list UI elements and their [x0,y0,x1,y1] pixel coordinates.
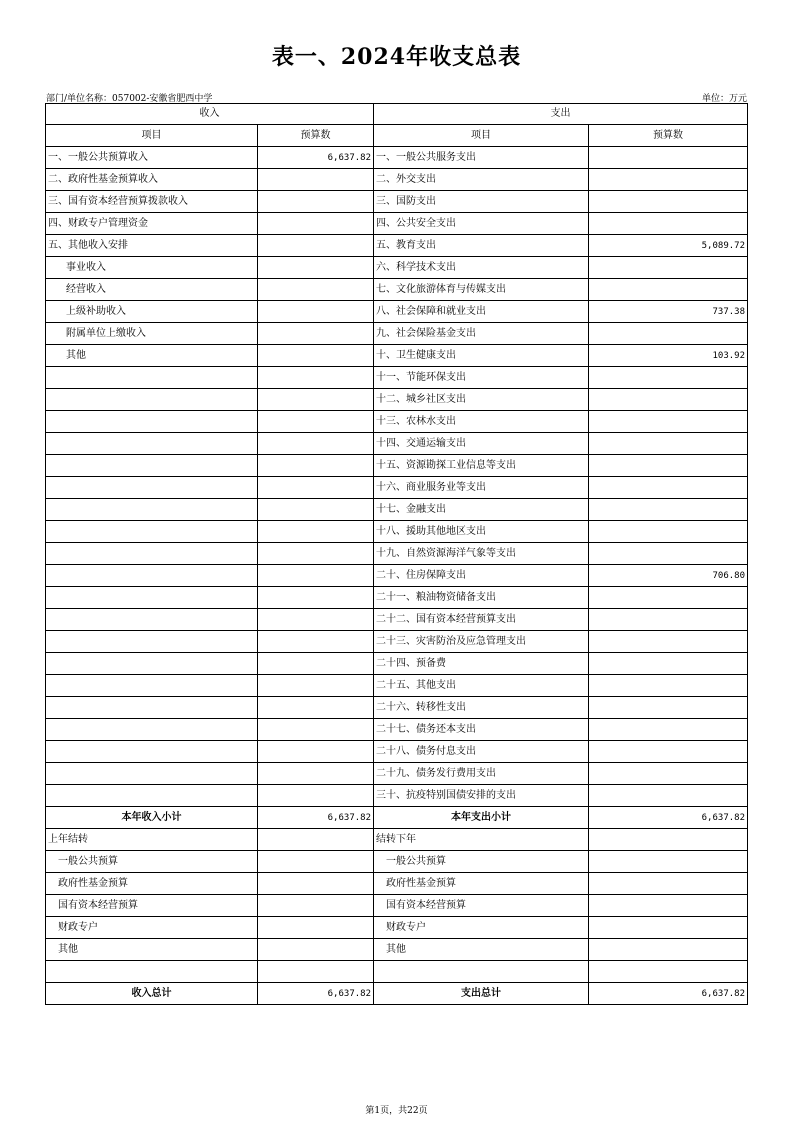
income-budget-value [258,169,374,191]
income-item [46,631,258,653]
income-item: 五、其他收入安排 [46,235,258,257]
carryover-expense-item: 结转下年 [374,829,589,851]
expense-item: 二十五、其他支出 [374,675,589,697]
expense-item: 十二、城乡社区支出 [374,389,589,411]
table-row [46,367,748,389]
expense-item: 十一、节能环保支出 [374,367,589,389]
income-header: 收入 [46,104,374,125]
income-item: 上级补助收入 [46,301,258,323]
carryover-row [46,829,748,851]
income-item: 事业收入 [46,257,258,279]
expense-budget-value: 737.38 [589,301,748,323]
income-item: 其他 [46,345,258,367]
expense-budget-value [589,147,748,169]
income-budget-value [258,257,374,279]
expense-budget-value [589,697,748,719]
unit-label: 单位：万元 [701,94,747,104]
income-budget-value [258,719,374,741]
expense-budget-value [589,433,748,455]
carryover-expense-item: 政府性基金预算 [374,873,589,895]
expense-budget-value [589,763,748,785]
table-row [46,169,748,191]
income-budget-value [258,763,374,785]
carryover-expense-value [589,829,748,851]
expense-budget-value: 5,089.72 [589,235,748,257]
table-row [46,433,748,455]
income-item [46,697,258,719]
carryover-row [46,939,748,961]
income-item [46,455,258,477]
table-row [46,191,748,213]
budget-summary-table [45,103,748,1005]
table-row [46,543,748,565]
income-budget-value [258,455,374,477]
income-item [46,389,258,411]
table-row [46,587,748,609]
income-budget-value [258,741,374,763]
carryover-expense-item [374,961,589,983]
income-subtotal-value: 6,637.82 [258,807,374,829]
page-title: 表一、2024年收支总表 [271,44,522,70]
income-item [46,433,258,455]
income-budget-value [258,279,374,301]
table-row [46,477,748,499]
expense-item: 二十八、债务付息支出 [374,741,589,763]
income-item [46,499,258,521]
expense-budget-value [589,411,748,433]
expense-item: 一、一般公共服务支出 [374,147,589,169]
income-budget-value [258,323,374,345]
expense-budget-value [589,521,748,543]
carryover-expense-item: 国有资本经营预算 [374,895,589,917]
table-row [46,631,748,653]
carryover-expense-value [589,961,748,983]
expense-item: 八、社会保障和就业支出 [374,301,589,323]
section-header-row [46,104,748,125]
income-item [46,785,258,807]
table-row [46,565,748,587]
income-item [46,411,258,433]
carryover-row [46,895,748,917]
expense-header: 支出 [374,104,748,125]
expense-budget-value [589,169,748,191]
income-item [46,609,258,631]
subtotal-row [46,807,748,829]
table-row [46,763,748,785]
income-budget-value [258,675,374,697]
expense-budget-value [589,191,748,213]
carryover-expense-item: 一般公共预算 [374,851,589,873]
expense-item: 四、公共安全支出 [374,213,589,235]
department-label: 部门/单位名称：057002-安徽省肥西中学 [46,94,213,104]
income-item [46,741,258,763]
table-row [46,653,748,675]
expense-budget-value [589,719,748,741]
total-row [46,983,748,1005]
carryover-income-item: 其他 [46,939,258,961]
expense-item: 二、外交支出 [374,169,589,191]
table-body [46,104,748,1005]
expense-budget-value [589,323,748,345]
income-budget-value [258,521,374,543]
income-item [46,675,258,697]
income-budget-value [258,411,374,433]
income-budget-value [258,235,374,257]
income-item-header: 项目 [46,125,258,147]
table-row [46,697,748,719]
carryover-row [46,851,748,873]
expense-item: 六、科学技术支出 [374,257,589,279]
income-budget-value [258,389,374,411]
expense-item: 十三、农林水支出 [374,411,589,433]
expense-item: 二十四、预备费 [374,653,589,675]
expense-item: 二十七、债务还本支出 [374,719,589,741]
income-item [46,543,258,565]
carryover-income-item: 上年结转 [46,829,258,851]
carryover-income-value [258,939,374,961]
income-item: 三、国有资本经营预算拨款收入 [46,191,258,213]
income-budget-value [258,697,374,719]
income-item [46,763,258,785]
income-item [46,367,258,389]
income-budget-value [258,433,374,455]
expense-budget-value: 706.80 [589,565,748,587]
income-budget-value [258,477,374,499]
expense-budget-value [589,653,748,675]
table-row [46,411,748,433]
carryover-income-value [258,895,374,917]
income-budget-value: 6,637.82 [258,147,374,169]
carryover-income-item: 一般公共预算 [46,851,258,873]
income-total-value: 6,637.82 [258,983,374,1005]
expense-budget-value [589,477,748,499]
carryover-expense-value [589,917,748,939]
carryover-row [46,917,748,939]
table-row [46,279,748,301]
expense-budget-value [589,631,748,653]
page-footer: 第1页，共22页 [365,1106,428,1116]
expense-item: 十四、交通运输支出 [374,433,589,455]
income-budget-value [258,543,374,565]
income-item [46,521,258,543]
income-budget-value [258,587,374,609]
expense-budget-value [589,675,748,697]
expense-total-label: 支出总计 [374,983,589,1005]
carryover-expense-value [589,851,748,873]
income-budget-value [258,785,374,807]
expense-item: 五、教育支出 [374,235,589,257]
expense-item: 三、国防支出 [374,191,589,213]
column-header-row [46,125,748,147]
income-item [46,653,258,675]
carryover-income-value [258,829,374,851]
carryover-expense-value [589,939,748,961]
expense-item: 十六、商业服务业等支出 [374,477,589,499]
income-item: 二、政府性基金预算收入 [46,169,258,191]
carryover-income-item: 财政专户 [46,917,258,939]
expense-budget-value [589,741,748,763]
table-row [46,257,748,279]
income-budget-value [258,301,374,323]
income-total-label: 收入总计 [46,983,258,1005]
expense-budget-value [589,257,748,279]
table-row [46,741,748,763]
carryover-income-value [258,961,374,983]
expense-budget-value [589,367,748,389]
expense-budget-value [589,587,748,609]
expense-subtotal-label: 本年支出小计 [374,807,589,829]
income-item: 经营收入 [46,279,258,301]
expense-budget-value [589,389,748,411]
expense-budget-value [589,609,748,631]
income-budget-value [258,367,374,389]
income-item [46,477,258,499]
carryover-income-item: 国有资本经营预算 [46,895,258,917]
table-row [46,455,748,477]
income-item [46,565,258,587]
carryover-expense-value [589,895,748,917]
table-row [46,323,748,345]
carryover-income-value [258,873,374,895]
expense-budget-value [589,455,748,477]
table-row [46,675,748,697]
expense-budget-value [589,543,748,565]
expense-item: 九、社会保险基金支出 [374,323,589,345]
table-row [46,213,748,235]
expense-total-value: 6,637.82 [589,983,748,1005]
table-row [46,719,748,741]
expense-item: 十八、援助其他地区支出 [374,521,589,543]
table-row [46,147,748,169]
income-budget-value [258,213,374,235]
carryover-income-item [46,961,258,983]
expense-item: 二十、住房保障支出 [374,565,589,587]
table-row [46,345,748,367]
expense-item: 十五、资源勘探工业信息等支出 [374,455,589,477]
income-item [46,587,258,609]
expense-budget-value: 103.92 [589,345,748,367]
expense-item: 二十一、粮油物资储备支出 [374,587,589,609]
carryover-expense-item: 财政专户 [374,917,589,939]
table-row [46,301,748,323]
table-row [46,235,748,257]
expense-subtotal-value: 6,637.82 [589,807,748,829]
income-budget-value [258,499,374,521]
income-subtotal-label: 本年收入小计 [46,807,258,829]
income-budget-value [258,631,374,653]
income-budget-header: 预算数 [258,125,374,147]
table-row [46,609,748,631]
expense-item: 三十、抗疫特别国债安排的支出 [374,785,589,807]
table-row [46,521,748,543]
expense-budget-value [589,279,748,301]
carryover-row [46,961,748,983]
expense-budget-header: 预算数 [589,125,748,147]
income-item: 附属单位上缴收入 [46,323,258,345]
carryover-income-value [258,851,374,873]
expense-item-header: 项目 [374,125,589,147]
table-row [46,785,748,807]
expense-item: 二十二、国有资本经营预算支出 [374,609,589,631]
income-budget-value [258,565,374,587]
expense-item: 二十九、债务发行费用支出 [374,763,589,785]
income-budget-value [258,653,374,675]
carryover-expense-item: 其他 [374,939,589,961]
income-item [46,719,258,741]
table-row [46,389,748,411]
expense-budget-value [589,785,748,807]
carryover-income-item: 政府性基金预算 [46,873,258,895]
expense-item: 十七、金融支出 [374,499,589,521]
expense-item: 七、文化旅游体育与传媒支出 [374,279,589,301]
income-item: 四、财政专户管理资金 [46,213,258,235]
table-row [46,499,748,521]
income-budget-value [258,609,374,631]
expense-item: 十九、自然资源海洋气象等支出 [374,543,589,565]
expense-budget-value [589,213,748,235]
income-item: 一、一般公共预算收入 [46,147,258,169]
expense-budget-value [589,499,748,521]
income-budget-value [258,345,374,367]
carryover-income-value [258,917,374,939]
expense-item: 十、卫生健康支出 [374,345,589,367]
carryover-row [46,873,748,895]
expense-item: 二十三、灾害防治及应急管理支出 [374,631,589,653]
carryover-expense-value [589,873,748,895]
expense-item: 二十六、转移性支出 [374,697,589,719]
income-budget-value [258,191,374,213]
